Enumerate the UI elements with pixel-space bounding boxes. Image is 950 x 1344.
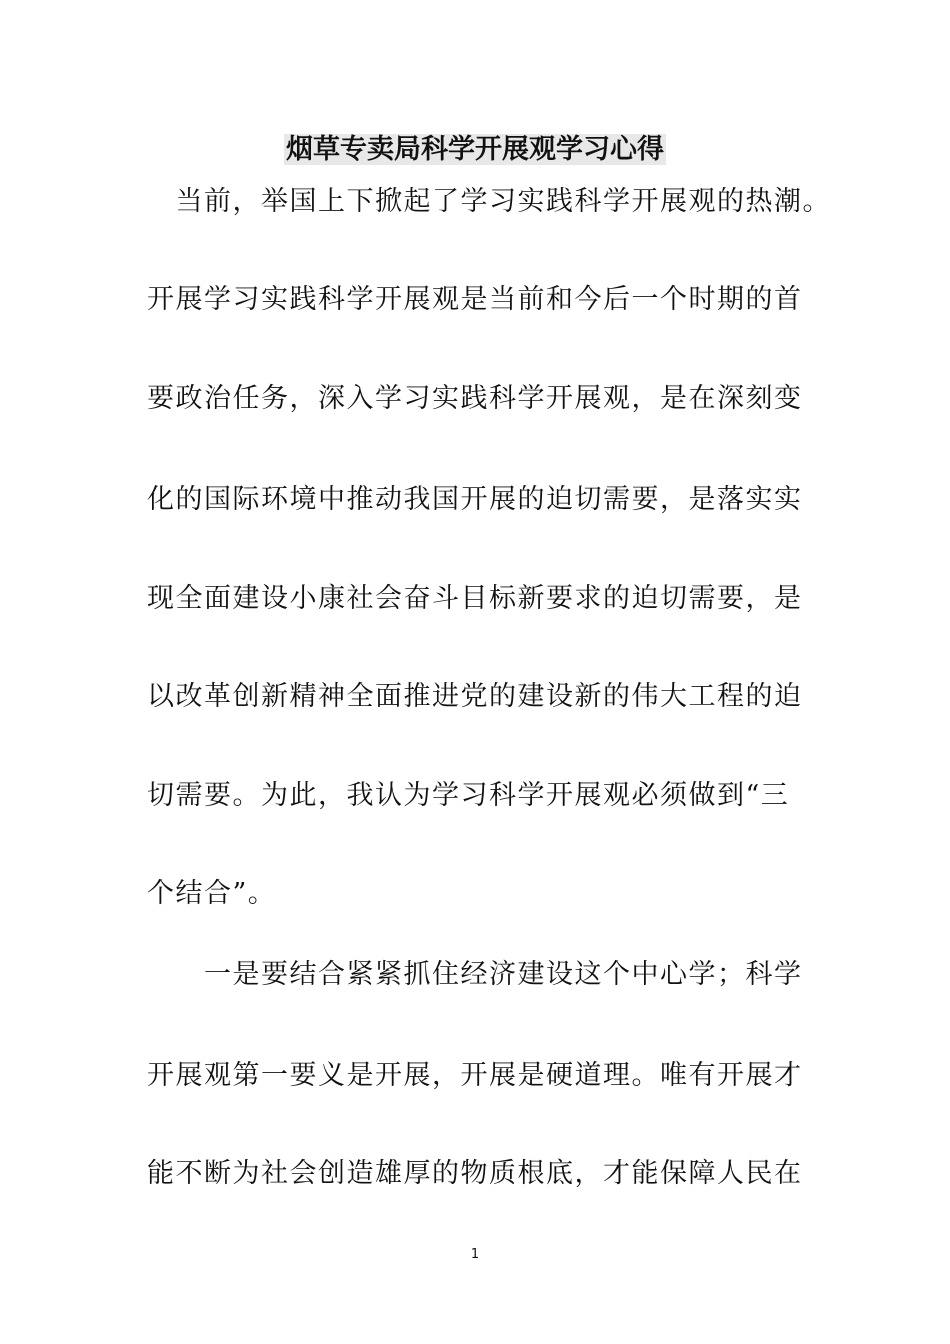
document-title [0, 130, 950, 170]
body-line-10: 开展观第一要义是开展，开展是硬道理。唯有开展才 [147, 1060, 803, 1091]
body-line-1: 当前，举国上下掀起了学习实践科学开展观的热潮。 [147, 186, 831, 217]
body-line-11: 能不断为社会创造雄厚的物质根底，才能保障人民在 [147, 1158, 803, 1189]
body-line-8: 个结合”。 [147, 878, 277, 909]
body-line-3: 要政治任务，深入学习实践科学开展观，是在深刻变 [147, 383, 803, 414]
body-line-6: 以改革创新精神全面推进党的建设新的伟大工程的迫 [147, 681, 803, 712]
body-line-7: 切需要。为此，我认为学习科学开展观必须做到“三 [147, 780, 790, 811]
body-line-2: 开展学习实践科学开展观是当前和今后一个时期的首 [147, 284, 803, 315]
body-line-4: 化的国际环境中推动我国开展的迫切需要，是落实实 [147, 484, 803, 515]
page-number: 1 [470, 1247, 480, 1262]
body-line-9: 一是要结合紧紧抓住经济建设这个中心学；科学 [147, 959, 803, 990]
document-title-text: 烟草专卖局科学开展观学习心得 [286, 134, 664, 165]
body-line-5: 现全面建设小康社会奋斗目标新要求的迫切需要，是 [147, 583, 803, 614]
